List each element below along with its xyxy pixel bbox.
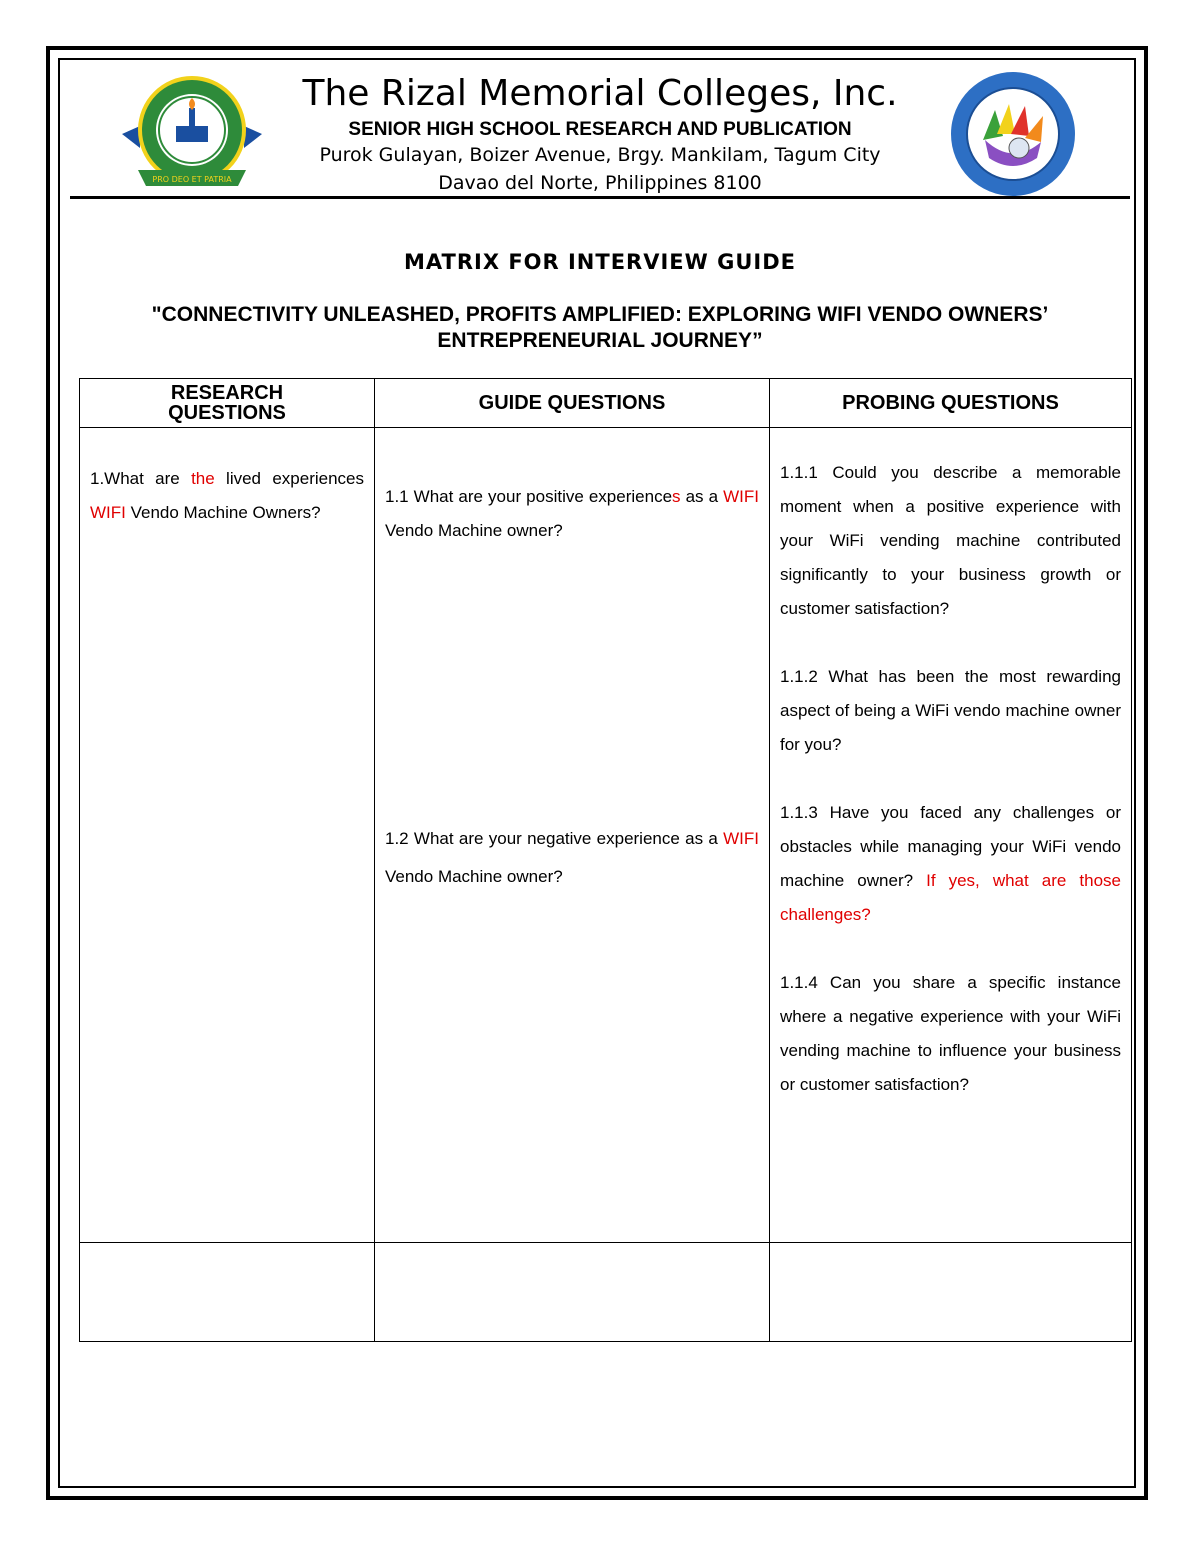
empty-cell [770, 1243, 1132, 1342]
department-name: SENIOR HIGH SCHOOL RESEARCH AND PUBLICATION [348, 119, 852, 140]
probing-questions-cell [770, 428, 1132, 1243]
shs-seal-icon [945, 70, 1081, 198]
header-divider [70, 196, 1130, 199]
interview-matrix-table [79, 378, 1132, 1342]
header-probing-questions: PROBING QUESTIONS [770, 379, 1132, 428]
table-row-empty [80, 1243, 1132, 1342]
empty-cell [80, 1243, 375, 1342]
probing-question-1-1-4: 1.1.4 Can you share a specific instance where a negative experience with your WiFi vending machine to influence your business or customer satisfaction? [780, 973, 1121, 1094]
research-question-cell [80, 428, 375, 1243]
guide-questions-cell [375, 428, 770, 1243]
study-title-line-2: ENTREPRENEURIAL JOURNEY” [437, 329, 763, 352]
research-question-text: 1.What are the lived experiences WIFI Vendo Machine Owners? [90, 469, 364, 522]
study-title [80, 302, 1120, 354]
probing-question-1-1-2: 1.1.2 What has been the most rewarding aspect of being a WiFi vendo machine owner for you? [780, 667, 1121, 754]
header-guide-questions: GUIDE QUESTIONS [375, 379, 770, 428]
header-research-line-2: QUESTIONS [168, 402, 286, 424]
address-line-1: Purok Gulayan, Boizer Avenue, Brgy. Mankilam, Tagum City [319, 144, 881, 166]
probing-question-1-1-3: 1.1.3 Have you faced any challenges or obstacles while managing your WiFi vendo machine owner? If yes, what are those challenges? [780, 803, 1121, 924]
guide-question-1-1: 1.1 What are your positive experiences as a WIFI Vendo Machine owner? [385, 487, 759, 540]
document-title: MATRIX FOR INTERVIEW GUIDE [403, 250, 796, 274]
study-title-line-1: "CONNECTIVITY UNLEASHED, PROFITS AMPLIFIED: EXPLORING WIFI VENDO OWNERS’ [151, 303, 1049, 326]
table-row [80, 428, 1132, 1243]
empty-cell [375, 1243, 770, 1342]
header-research-questions [80, 379, 375, 428]
address-line-2: Davao del Norte, Philippines 8100 [438, 172, 762, 194]
header-research-line-1: RESEARCH [170, 382, 284, 404]
table-header-row [80, 379, 1132, 428]
guide-question-1-2: 1.2 What are your negative experience as a WIFI Vendo Machine owner? [385, 829, 759, 886]
institution-name: The Rizal Memorial Colleges, Inc. [302, 73, 898, 114]
svg-text:PRO DEO ET PATRIA: PRO DEO ET PATRIA [152, 175, 232, 184]
probing-question-1-1-1: 1.1.1 Could you describe a memorable moment when a positive experience with your WiFi vending machine contributed significantly to your business growth or customer satisfaction? [780, 463, 1121, 618]
